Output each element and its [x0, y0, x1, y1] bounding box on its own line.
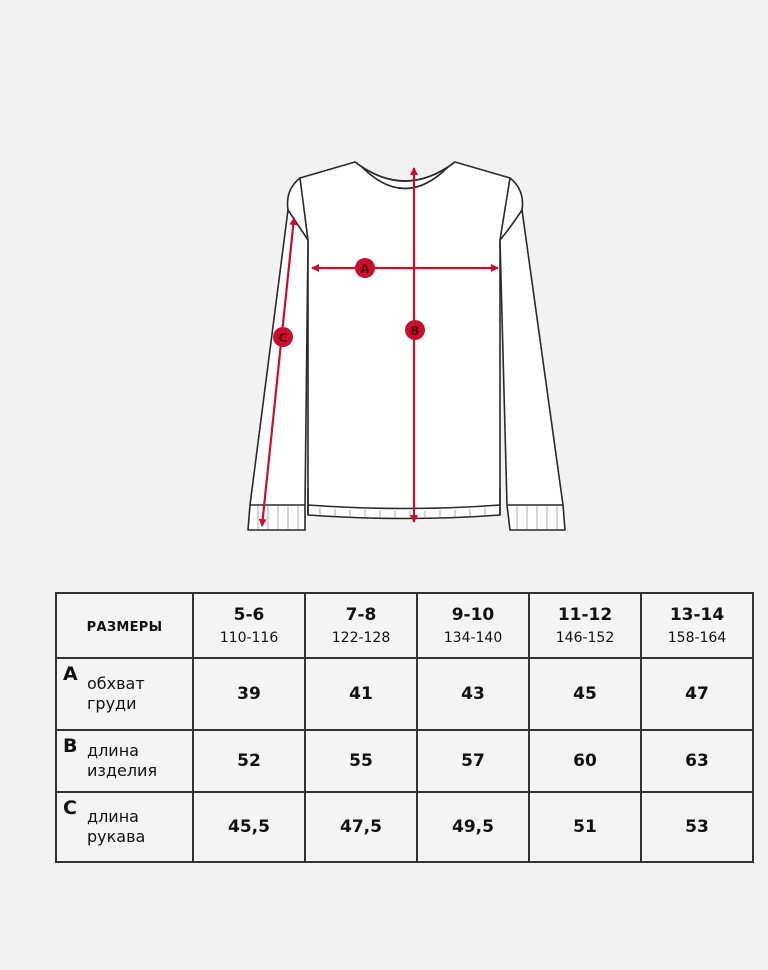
measurement-value: 45 — [573, 684, 597, 704]
param-letter: C — [63, 797, 77, 819]
size-age: 5-6 — [233, 604, 265, 625]
marker-a — [355, 258, 375, 278]
param-name-line1: длина — [87, 741, 139, 760]
size-col-5 — [641, 593, 753, 658]
size-col-4 — [529, 593, 641, 658]
value-cell — [305, 730, 417, 792]
param-name-line1: длина — [87, 807, 139, 826]
size-age: 7-8 — [345, 604, 377, 625]
size-col-1 — [193, 593, 305, 658]
measurement-value: 39 — [237, 684, 261, 704]
size-age: 13-14 — [669, 604, 725, 625]
param-name-line2: изделия — [87, 761, 158, 780]
svg-text:C: C — [278, 331, 288, 345]
param-name-line1: обхват — [87, 674, 145, 693]
value-cell — [193, 658, 305, 730]
value-cell — [417, 730, 529, 792]
measurement-value: 51 — [573, 817, 597, 837]
measurement-value: 47,5 — [340, 817, 382, 837]
measurement-value: 41 — [349, 684, 373, 704]
value-cell — [305, 658, 417, 730]
value-cell — [417, 658, 529, 730]
value-cell — [529, 730, 641, 792]
value-cell — [641, 658, 753, 730]
value-cell — [193, 792, 305, 862]
size-col-2 — [305, 593, 417, 658]
measurement-value: 43 — [461, 684, 485, 704]
param-letter: A — [63, 663, 78, 685]
value-cell — [193, 730, 305, 792]
measurement-value: 52 — [237, 751, 261, 771]
size-height: 110-116 — [219, 629, 279, 646]
measurement-value: 57 — [461, 751, 485, 771]
measurement-value: 53 — [685, 817, 709, 837]
value-cell — [641, 792, 753, 862]
svg-text:A: A — [360, 262, 370, 276]
svg-text:B: B — [410, 324, 420, 338]
table-row-sleeve — [56, 792, 753, 862]
value-cell — [529, 658, 641, 730]
value-cell — [417, 792, 529, 862]
measurement-value: 47 — [685, 684, 709, 704]
value-cell — [305, 792, 417, 862]
measurement-value: 45,5 — [228, 817, 270, 837]
marker-b — [405, 320, 425, 340]
size-height: 122-128 — [331, 629, 391, 646]
value-cell — [529, 792, 641, 862]
size-age: 9-10 — [451, 604, 495, 625]
param-letter: B — [63, 735, 78, 757]
size-height: 158-164 — [667, 629, 727, 646]
param-name-line2: рукава — [87, 827, 146, 846]
measurement-value: 60 — [573, 751, 597, 771]
table-row-length — [56, 730, 753, 792]
header-sizes-label: РАЗМЕРЫ — [86, 620, 163, 635]
size-col-3 — [417, 593, 529, 658]
param-cell-chest — [56, 658, 193, 730]
size-height: 134-140 — [443, 629, 503, 646]
param-cell-length — [56, 730, 193, 792]
param-cell-sleeve — [56, 792, 193, 862]
size-height: 146-152 — [555, 629, 615, 646]
table-row-chest — [56, 658, 753, 730]
param-name-line2: груди — [87, 694, 137, 713]
measurement-value: 49,5 — [452, 817, 494, 837]
size-age: 11-12 — [557, 604, 613, 625]
sweater-outline — [248, 162, 565, 530]
measurement-value: 55 — [349, 751, 373, 771]
value-cell — [641, 730, 753, 792]
measurement-value: 63 — [685, 751, 709, 771]
marker-c — [273, 327, 293, 347]
size-table — [55, 592, 754, 863]
table-header-row — [56, 593, 753, 658]
header-sizes-label-cell — [56, 593, 193, 658]
